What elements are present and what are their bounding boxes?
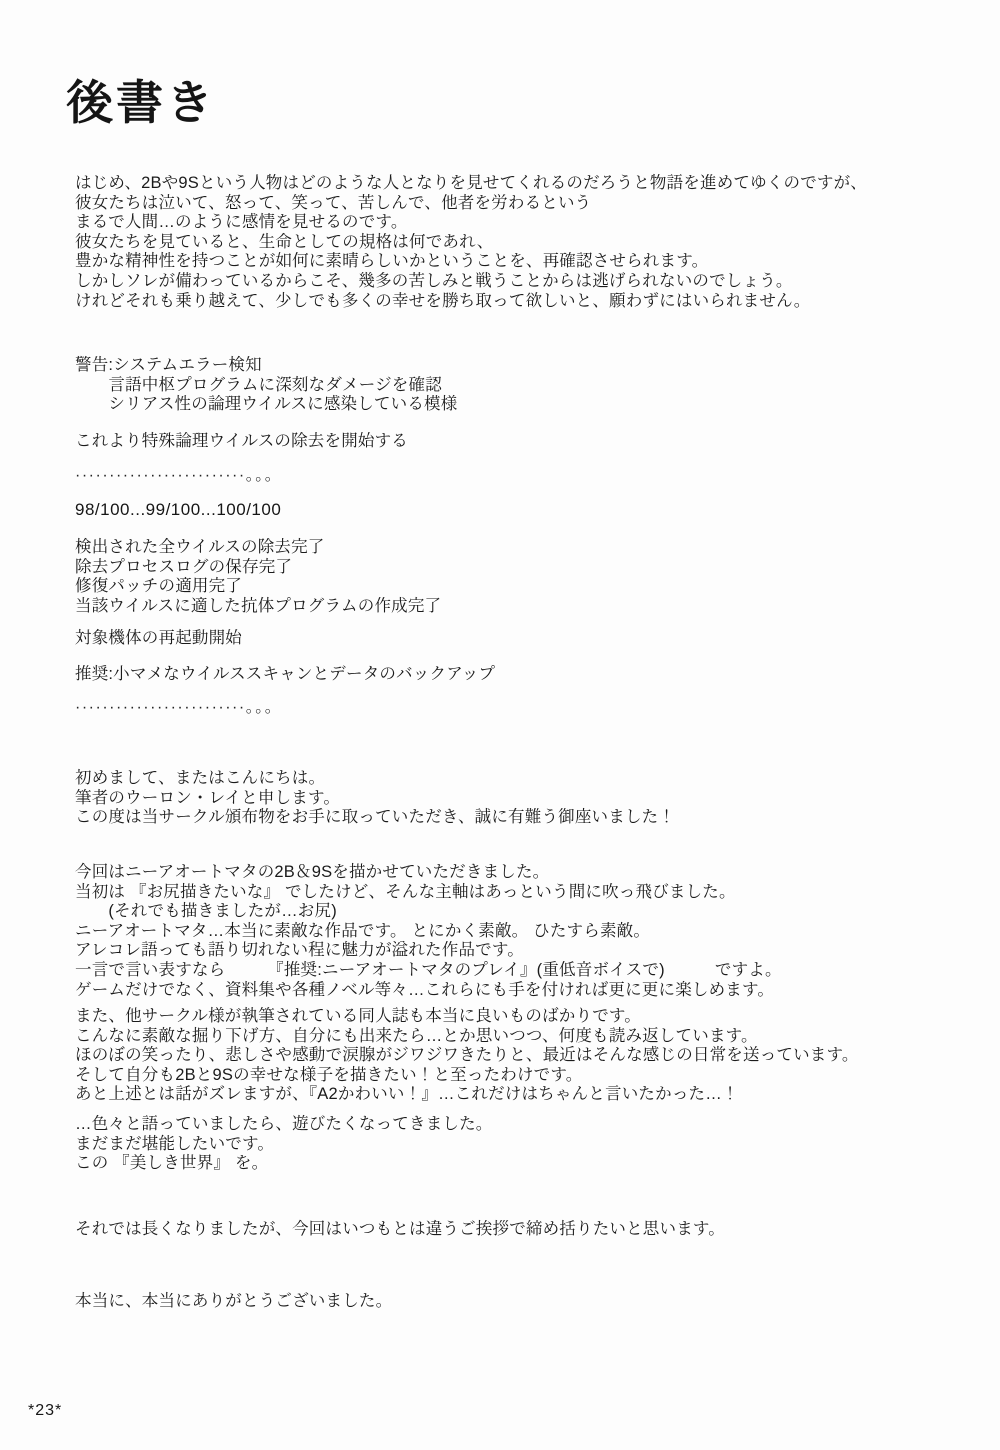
dots-line-2 [75,698,282,718]
text-line: (それでも描きましたが…お尻) [75,902,337,921]
text-line: こんなに素敵な掘り下げ方、自分にも出来たら…とか思いつつ、何度も読み返しています。 [75,1026,758,1045]
text-line: はじめ、2Bや9Sという人物はどのような人となりを見せてくれるのだろうと物語を進めてゆくのですが、 [75,174,868,192]
text-line: アレコレ語っても語り切れない程に魅力が溢れた作品です。 [75,941,524,960]
progress-line [75,500,281,520]
text-line: 本当に、本当にありがとうございました。 [75,1292,393,1310]
virus-removal-start-line [75,432,408,452]
text-line: ほのぼの笑ったり、悲しさや感動で涙腺がジワジワきたりと、最近はそんな感じの日常を送っています。 [75,1046,859,1065]
recommend-line [75,665,495,685]
text-line: 98/100...99/100...100/100 [75,500,282,519]
text-line: また、他サークル様が執筆されている同人誌も本当に良いものばかりです。 [75,1007,641,1025]
text-line: 対象機体の再起動開始 [75,629,242,647]
closing-line [75,1220,725,1240]
text-line: それでは長くなりましたが、今回はいつもとは違うご挨拶で締め括りたいと思います。 [75,1220,725,1238]
text-line: …色々と語っていましたら、遊びたくなってきました。 [75,1115,493,1133]
page-number: *23* [28,1402,63,1419]
text-line: ゲームだけでなく、資料集や各種ノベル等々…これらにも手を付ければ更に更に楽しめます。 [75,980,775,999]
text-line: この度は当サークル頒布物をお手に取っていただき、誠に有難う御座いました！ [75,808,676,827]
text-line: 除去プロセスログの保存完了 [75,557,293,576]
nier-paragraph [75,863,782,1000]
text-line: シリアス性の論理ウイルスに感染している模様 [75,395,458,414]
dots-line-1 [75,466,282,486]
community-paragraph [75,1007,859,1105]
page-title: 後書き [66,76,216,129]
text-line: あと上述とは話がズレますが、『A2かわいい！』…これだけはちゃんと言いたかった…！ [75,1085,739,1104]
text-line: これより特殊論理ウイルスの除去を開始する [75,432,409,450]
text-line: 検出された全ウイルスの除去完了 [75,538,325,556]
text-line: 今回はニーアオートマタの2B＆9Sを描かせていただきました。 [75,863,550,881]
greeting-paragraph [75,769,675,828]
intro-paragraph [75,174,867,311]
text-line: ニーアオートマタ…本当に素敵な作品です。 とにかく素敵。 ひたすら素敵。 [75,921,651,940]
reboot-line [75,629,242,649]
text-line: 当該ウイルスに適した抗体プログラムの作成完了 [75,596,442,615]
text-line: まるで人間…のように感情を見せるのです。 [75,213,408,232]
text-line: まだまだ堪能したいです。 [75,1134,275,1153]
text-line: 言語中枢プログラムに深刻なダメージを確認 [75,375,442,394]
text-line: 彼女たちを見ていると、生命としての規格は何であれ、 [75,232,494,251]
text-line: ·························。。。 [75,699,283,716]
text-line: 当初は 『お尻描きたいな』 でしたけど、そんな主軸はあっという間に吹っ飛びました。 [75,882,736,901]
text-line: 推奨:小マメなウイルススキャンとデータのバックアップ [75,665,496,683]
removal-result-block [75,538,441,616]
text-line: ·························。。。 [75,467,283,484]
text-line: 彼女たちは泣いて、怒って、笑って、苦しんで、他者を労わるという [75,193,592,212]
text-line: そして自分も2Bと9Sの幸せな様子を描きたい！と至ったわけです。 [75,1065,583,1084]
text-line: けれどそれも乗り越えて、少しでも多くの幸せを勝ち取って欲しいと、願わずにはいられません。 [75,291,811,310]
text-line: 豊かな精神性を持つことが如何に素晴らしいかということを、再確認させられます。 [75,252,709,271]
system-warning-block [75,356,457,415]
text-line: しかしソレが備わっているからこそ、幾多の苦しみと戦うことからは逃げられないのでしょう。 [75,271,793,290]
text-line: 警告:システムエラー検知 [75,356,262,374]
text-line: この 『美しき世界』 を。 [75,1154,269,1173]
text-line: 一言で言い表すなら 『推奨:ニーアオートマタのプレイ』(重低音ボイスで) ですよ。 [75,960,782,979]
text-line: 修復パッチの適用完了 [75,577,242,596]
text-line: 筆者のウーロン・レイと申します。 [75,788,341,807]
thanks-line [75,1292,392,1312]
play-paragraph [75,1115,493,1174]
text-line: 初めまして、またはこんにちは。 [75,769,326,787]
